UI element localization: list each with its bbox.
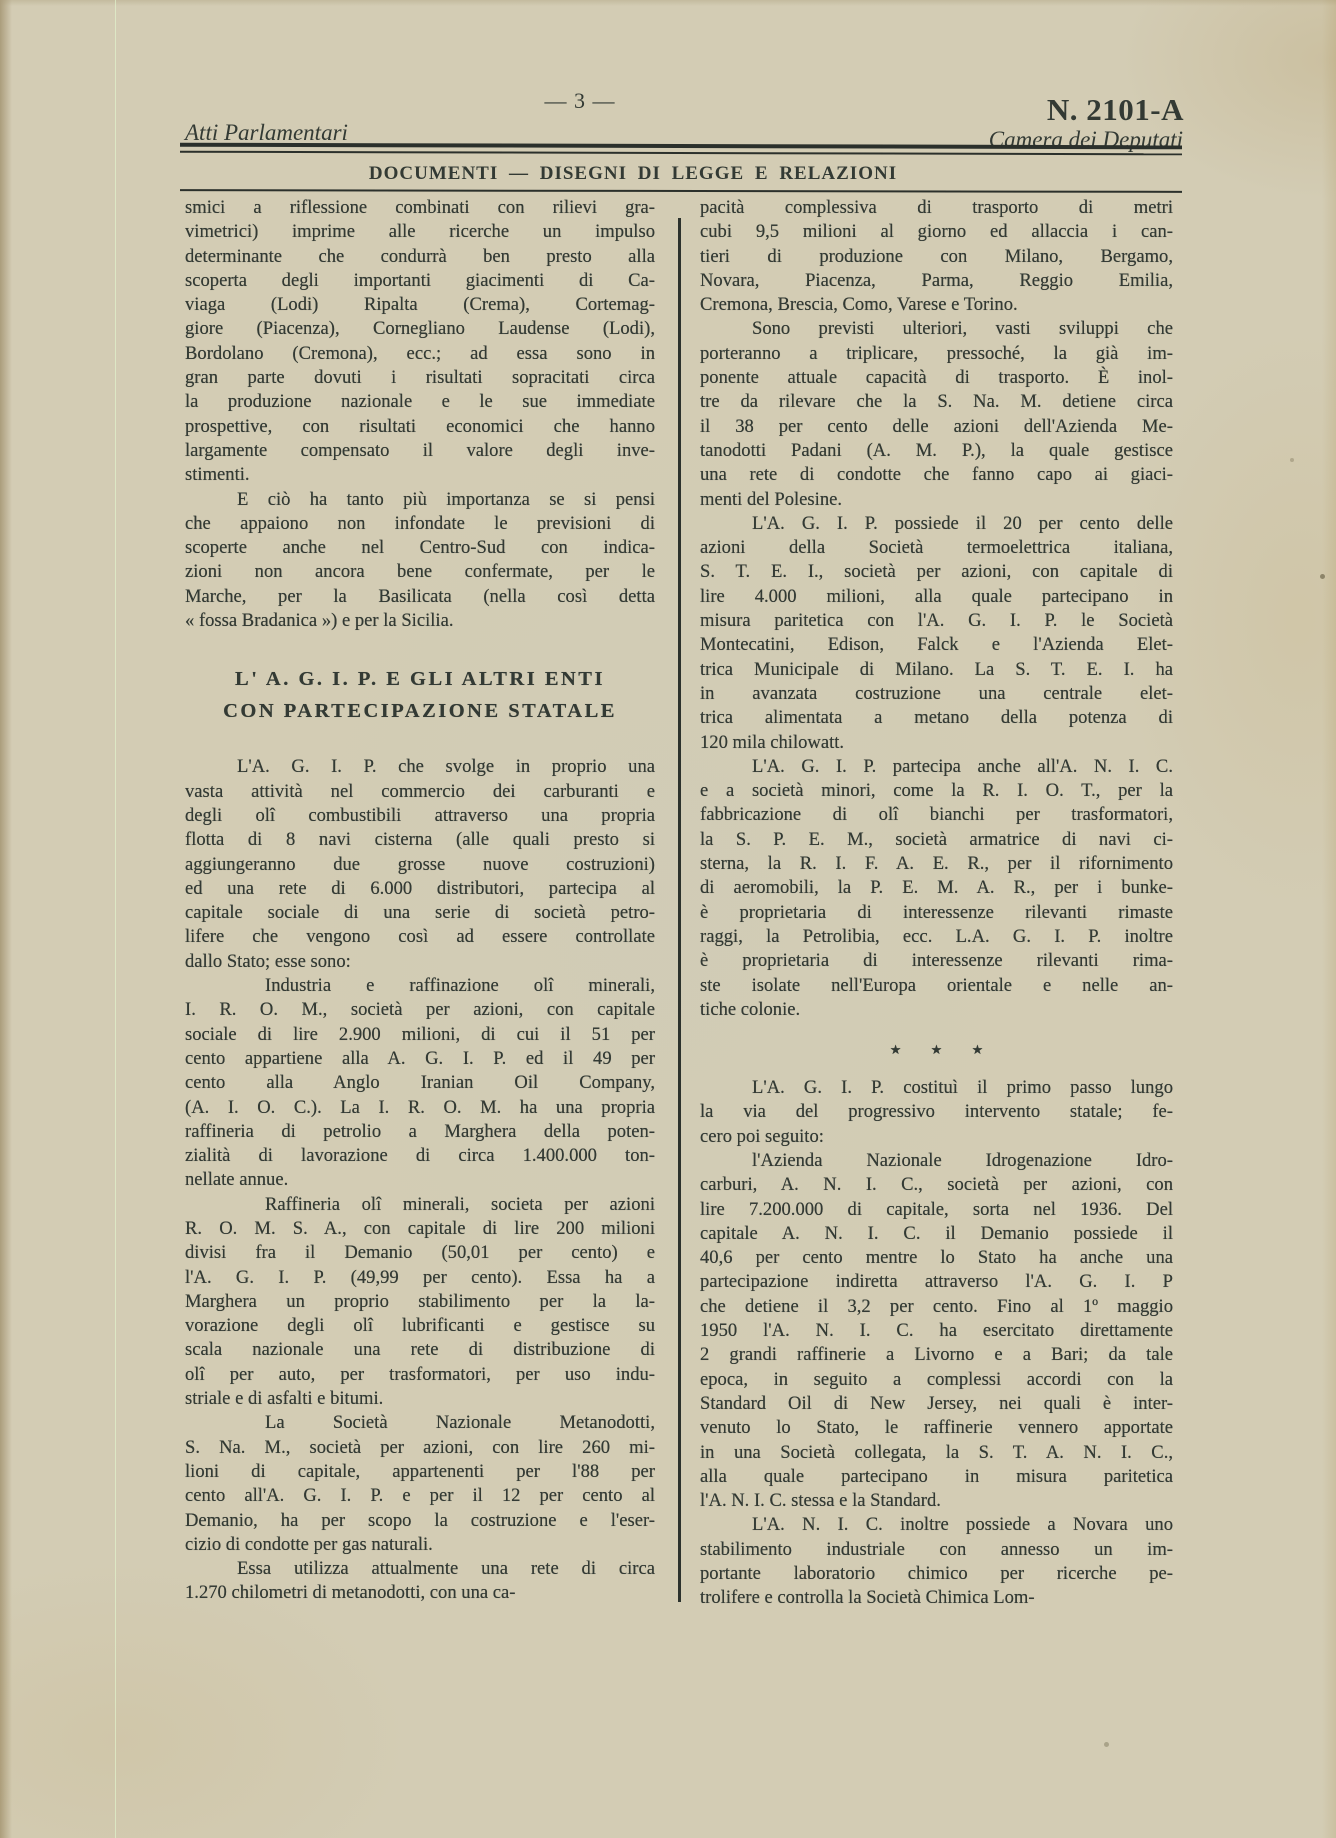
text-line: cento all'A. G. I. P. e per il 12 per cento al xyxy=(185,1485,655,1507)
header-double-rule xyxy=(180,143,1182,156)
text-line: vimetrici) imprime alle ricerche un impulso xyxy=(185,221,655,243)
text-line: L'A. G. I. P. costituì il primo passo lungo xyxy=(752,1077,1173,1099)
text-line: capitale sociale di una serie di società petro- xyxy=(185,902,655,924)
text-line: olî per auto, per trasformatori, per uso indu- xyxy=(185,1363,655,1385)
paragraph xyxy=(185,1411,655,1557)
text-line: I. R. O. M., società per azioni, con capitale xyxy=(185,999,655,1021)
text-line: vasta attività nel commercio dei carburanti e xyxy=(185,780,655,802)
paragraph xyxy=(700,1149,1173,1513)
text-line: tre da rilevare che la S. Na. M. detiene circa xyxy=(700,391,1173,413)
text-line: Sono previsti ulteriori, vasti sviluppi che xyxy=(752,318,1173,340)
section-heading xyxy=(185,663,655,727)
text-line: aggiungeranno due grosse nuove costruzioni) xyxy=(185,853,655,875)
text-line: cento appartiene alla A. G. I. P. ed il 49 per xyxy=(185,1047,655,1069)
text-line: tiche colonie. xyxy=(700,998,801,1020)
text-line: in una Società collegata, la S. T. A. N. I. C., xyxy=(700,1441,1173,1463)
text-line: Essa utilizza attualmente una rete di circa xyxy=(237,1558,655,1580)
text-line: sociale di lire 2.900 milioni, di cui il 51 per xyxy=(185,1023,655,1045)
paragraph xyxy=(700,317,1173,511)
text-line: CON PARTECIPAZIONE STATALE xyxy=(223,700,617,723)
text-line: pacità complessiva di trasporto di metri xyxy=(700,197,1173,218)
text-line: Standard Oil di New Jersey, nei quali è inter- xyxy=(700,1392,1173,1414)
text-line: Demanio, ha per scopo la costruzione e l'eser- xyxy=(185,1509,655,1531)
text-line: R. O. M. S. A., con capitale di lire 200 milioni xyxy=(185,1217,655,1239)
text-line: scala nazionale una rete di distribuzione di xyxy=(185,1339,655,1361)
paragraph xyxy=(185,974,655,1193)
column-divider-rule xyxy=(678,218,681,1602)
text-line: fabbricazione di olî bianchi per trasformatori, xyxy=(700,804,1173,826)
text-line: (A. I. O. C.). La I. R. O. M. ha una propria xyxy=(185,1096,655,1118)
text-line: ste isolate nell'Europa orientale e nelle an- xyxy=(700,974,1173,996)
text-line: è proprietaria di interessenze rilevanti rimaste xyxy=(700,901,1173,923)
text-line: Novara, Piacenza, Parma, Reggio Emilia, xyxy=(700,269,1173,291)
text-line: Marghera un proprio stabilimento per la la- xyxy=(185,1290,655,1312)
text-line: di aeromobili, la P. E. M. A. R., per i bunke- xyxy=(700,877,1173,899)
text-line: degli olî combustibili attraverso una propria xyxy=(185,804,655,826)
text-line: tieri di produzione con Milano, Bergamo, xyxy=(700,245,1173,267)
text-line: 120 mila chilowatt. xyxy=(700,731,845,753)
text-line: 1.270 chilometri di metanodotti, con una ca- xyxy=(185,1582,516,1604)
paragraph xyxy=(700,1513,1173,1610)
text-line: stimenti. xyxy=(185,464,250,486)
text-line: l'A. G. I. P. (49,99 per cento). Essa ha a xyxy=(185,1266,655,1288)
text-line: giore (Piacenza), Cornegliano Laudense (Lodi), xyxy=(185,318,655,340)
text-line: la S. P. E. M., società armatrice di navi ci- xyxy=(700,828,1173,850)
text-line: ponente attuale capacità di trasporto. È inol- xyxy=(700,367,1173,389)
text-line: Industria e raffinazione olî minerali, xyxy=(265,975,655,997)
text-line: misura paritetica con l'A. G. I. P. le Società xyxy=(700,610,1173,632)
paragraph xyxy=(185,1557,655,1606)
text-line: L'A. N. I. C. inoltre possiede a Novara uno xyxy=(752,1514,1173,1536)
text-line: scoperte anche nel Centro-Sud con indica- xyxy=(185,537,655,559)
text-line: L'A. G. I. P. che svolge in proprio una xyxy=(237,756,655,778)
document-number: N. 2101-A xyxy=(1046,92,1184,127)
text-line: trica alimentata a metano della potenza di xyxy=(700,707,1173,729)
text-line: L'A. G. I. P. partecipa anche all'A. N. I. C. xyxy=(752,755,1173,777)
paper-fold-line xyxy=(115,0,116,1838)
text-line: lifere che vengono così ad essere controllate xyxy=(185,926,655,948)
header-thin-rule xyxy=(180,189,1182,193)
text-line: L' A. G. I. P. E GLI ALTRI ENTI xyxy=(235,668,605,691)
text-line: trolifere e controlla la Società Chimica Lom- xyxy=(700,1587,1035,1609)
text-line: la produzione nazionale e le sue immediate xyxy=(185,391,655,413)
text-line: La Società Nazionale Metanodotti, xyxy=(265,1412,655,1434)
text-line: prospettive, con risultati economici che hanno xyxy=(185,415,655,437)
text-line: 1950 l'A. N. I. C. ha esercitato direttamente xyxy=(700,1320,1173,1342)
text-line: stabilimento industriale con annesso un im- xyxy=(700,1538,1173,1560)
text-line: è proprietaria di interessenze rilevanti rima- xyxy=(700,950,1173,972)
text-line: portante laboratorio chimico per ricerche pe- xyxy=(700,1563,1173,1585)
text-line: una rete di condotte che fanno capo ai giaci- xyxy=(700,464,1173,486)
text-line: lire 4.000 milioni, alla quale partecipano in xyxy=(700,585,1173,607)
text-line: Montecatini, Edison, Falck e l'Azienda Elet- xyxy=(700,634,1173,656)
paragraph xyxy=(185,488,655,634)
text-line: tanodotti Padani (A. M. P.), la quale gestisce xyxy=(700,439,1173,461)
text-line: carburi, A. N. I. C., società per azioni, con xyxy=(700,1174,1173,1196)
text-line: capitale A. N. I. C. il Demanio possiede il xyxy=(700,1222,1173,1244)
header-band-title: DOCUMENTI — DISEGNI DI LEGGE E RELAZIONI xyxy=(368,163,898,184)
page-number: — 3 — xyxy=(544,88,616,113)
text-line: E ciò ha tanto più importanza se si pensi xyxy=(237,488,655,510)
text-line: l'A. N. I. C. stessa e la Standard. xyxy=(700,1490,941,1512)
text-line: partecipazione indiretta attraverso l'A. G. I. P xyxy=(700,1271,1173,1293)
text-line: S. T. E. I., società per azioni, con capitale di xyxy=(700,561,1173,583)
text-line: raggi, la Petrolibia, ecc. L.A. G. I. P. inoltre xyxy=(700,925,1173,947)
masthead-right: Camera dei Deputati xyxy=(988,127,1183,152)
text-line: Cremona, Brescia, Como, Varese e Torino. xyxy=(700,294,1018,316)
text-line: cizio di condotte per gas naturali. xyxy=(185,1533,433,1555)
text-line: S. Na. M., società per azioni, con lire 260 mi- xyxy=(185,1436,655,1458)
text-line: zioni non ancora bene confermate, per le xyxy=(185,561,655,583)
text-line: che detiene il 3,2 per cento. Fino al 1º maggio xyxy=(700,1295,1173,1317)
text-line: epoca, in seguito a complessi accordi con la xyxy=(700,1368,1173,1390)
paragraph xyxy=(700,755,1173,1022)
text-line: ★ ★ ★ xyxy=(889,1042,984,1058)
text-line: vorazione degli olî lubrificanti e gestisce su xyxy=(185,1315,655,1337)
text-line: scoperta degli importanti giacimenti di Ca- xyxy=(185,269,655,291)
masthead-left: Atti Parlamentari xyxy=(185,120,348,145)
text-line: smici a riflessione combinati con rilievi gra- xyxy=(185,197,655,218)
text-line: gran parte dovuti i risultati sopracitati circa xyxy=(185,367,655,389)
text-line: la via del progressivo intervento statale; fe- xyxy=(700,1101,1173,1123)
text-line: Raffineria olî minerali, societa per azioni xyxy=(265,1193,655,1215)
text-line: 40,6 per cento mentre lo Stato ha anche una xyxy=(700,1247,1173,1269)
text-line: e a società minori, come la R. I. O. T., per la xyxy=(700,780,1173,802)
text-line: viaga (Lodi) Ripalta (Crema), Cortemag- xyxy=(185,294,655,316)
text-line: divisi fra il Demanio (50,01 per cento) e xyxy=(185,1242,655,1264)
text-line: striale e di asfalti e bitumi. xyxy=(185,1388,384,1410)
text-line: cento alla Anglo Iranian Oil Company, xyxy=(185,1072,655,1094)
text-line: sterna, la R. I. F. A. E. R., per il rifornimento xyxy=(700,853,1173,875)
text-line: nellate annue. xyxy=(185,1169,289,1191)
left-column xyxy=(185,196,655,1606)
text-line: l'Azienda Nazionale Idrogenazione Idro- xyxy=(752,1149,1173,1171)
text-line: venuto lo Stato, le raffinerie vennero apportate xyxy=(700,1417,1173,1439)
paragraph xyxy=(700,1076,1173,1149)
text-line: lioni di capitale, appartenenti per l'88 per xyxy=(185,1460,655,1482)
paragraph xyxy=(185,755,655,974)
paper-speck xyxy=(1290,458,1294,462)
text-line: L'A. G. I. P. possiede il 20 per cento delle xyxy=(752,512,1173,534)
text-line: raffineria di petrolio a Marghera della poten- xyxy=(185,1120,655,1142)
text-line: Bordolano (Cremona), ecc.; ad essa sono in xyxy=(185,342,655,364)
stars-separator xyxy=(700,1039,1173,1061)
text-line: il 38 per cento delle azioni dell'Azienda Me- xyxy=(700,415,1173,437)
text-line: cero poi seguito: xyxy=(700,1125,824,1147)
text-line: lire 7.200.000 di capitale, sorta nel 1936. Del xyxy=(700,1198,1173,1220)
text-line: menti del Polesine. xyxy=(700,488,843,510)
right-column xyxy=(700,196,1173,1611)
text-line: determinante che condurrà ben presto alla xyxy=(185,245,655,267)
text-line: cubi 9,5 milioni al giorno ed allaccia i can- xyxy=(700,221,1173,243)
text-line: « fossa Bradanica ») e per la Sicilia. xyxy=(185,610,454,632)
text-line: alla quale partecipano in misura paritetica xyxy=(700,1465,1173,1487)
paper-speck xyxy=(1104,1742,1109,1747)
text-line: Marche, per la Basilicata (nella così detta xyxy=(185,585,655,607)
text-line: largamente compensato il valore degli inve- xyxy=(185,439,655,461)
text-line: 2 grandi raffinerie a Livorno e a Bari; da tale xyxy=(700,1344,1173,1366)
text-line: flotta di 8 navi cisterna (alle quali presto si xyxy=(185,829,655,851)
paragraph xyxy=(185,1193,655,1412)
paragraph xyxy=(700,196,1173,317)
text-line: porteranno a triplicare, pressoché, la già im- xyxy=(700,342,1173,364)
text-line: che appaiono non infondate le previsioni di xyxy=(185,512,655,534)
text-line: trica Municipale di Milano. La S. T. E. I. ha xyxy=(700,658,1173,680)
text-line: dallo Stato; esse sono: xyxy=(185,950,351,972)
paragraph xyxy=(185,196,655,488)
text-line: ed una rete di 6.000 distributori, partecipa al xyxy=(185,877,655,899)
text-line: in avanzata costruzione una centrale elet- xyxy=(700,682,1173,704)
paragraph xyxy=(700,512,1173,755)
text-line: azioni della Società termoelettrica italiana, xyxy=(700,537,1173,559)
paper-speck xyxy=(1320,574,1325,579)
text-line: zialità di lavorazione di circa 1.400.000 ton- xyxy=(185,1145,655,1167)
